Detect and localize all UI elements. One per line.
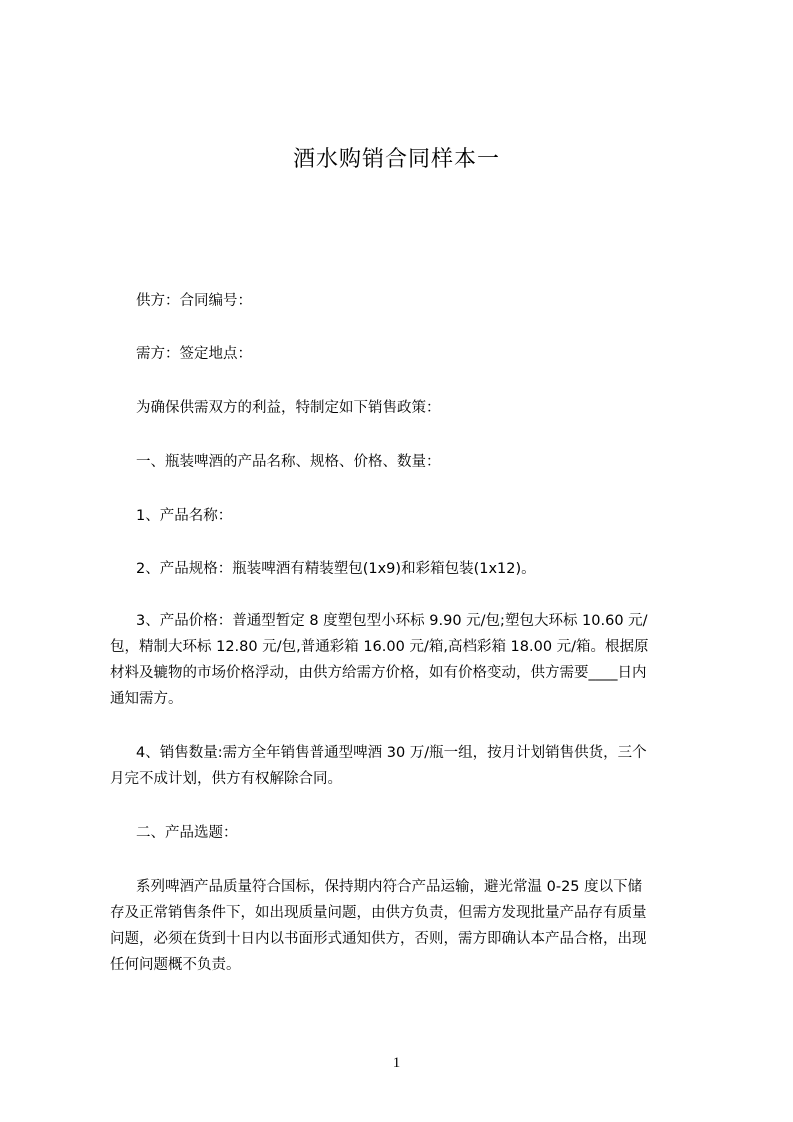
item-2-product-spec: 2、产品规格：瓶装啤酒有精装塑包(1x9)和彩箱包装(1x12)。: [136, 561, 536, 577]
paragraph-line: 任何问题概不负责。: [110, 957, 241, 973]
paragraph-line: 3、产品价格：普通型暂定 8 度塑包型小环标 9.90 元/包;塑包大环标 10.60 元/: [136, 613, 648, 629]
paragraph-line: 存及正常销售条件下，如出现质量问题，由供方负责，但需方发现批量产品存有质量: [110, 905, 647, 921]
intro-paragraph: 为确保供需双方的利益，特制定如下销售政策：: [136, 400, 441, 416]
buyer-line: 需方：签定地点：: [136, 346, 252, 362]
section-1-heading: 一、瓶装啤酒的产品名称、规格、价格、数量：: [136, 454, 441, 470]
paragraph-line: 系列啤酒产品质量符合国标，保持期内符合产品运输，避光常温 0-25 度以下储: [136, 879, 643, 895]
paragraph-line: 材料及辘物的市场价格浮动，由供方给需方价格，如有价格变动，供方需要____日内: [110, 665, 647, 681]
paragraph-line: 通知需方。: [110, 691, 183, 707]
paragraph-line: 问题，必须在货到十日内以书面形式通知供方，否则，需方即确认本产品合格，出现: [110, 931, 647, 947]
supplier-line: 供方：合同编号：: [136, 293, 252, 309]
paragraph-line: 月完不成计划，供方有权解除合同。: [110, 771, 342, 787]
document-title: 酒水购销合同样本一: [292, 147, 500, 172]
paragraph-line: 包，精制大环标 12.80 元/包,普通彩箱 16.00 元/箱,高档彩箱 18.00 元/箱。根据原: [110, 639, 649, 655]
section-2-body: [110, 874, 705, 978]
page-number: 1: [392, 1055, 401, 1071]
item-4-sales-quantity: [110, 740, 705, 792]
section-2-heading: 二、产品选题：: [136, 825, 238, 841]
paragraph-line: 4、销售数量:需方全年销售普通型啤酒 30 万/瓶一组，按月计划销售供货，三个: [136, 745, 647, 761]
item-1-product-name: 1、产品名称：: [136, 508, 233, 524]
item-3-product-price: [110, 608, 705, 712]
